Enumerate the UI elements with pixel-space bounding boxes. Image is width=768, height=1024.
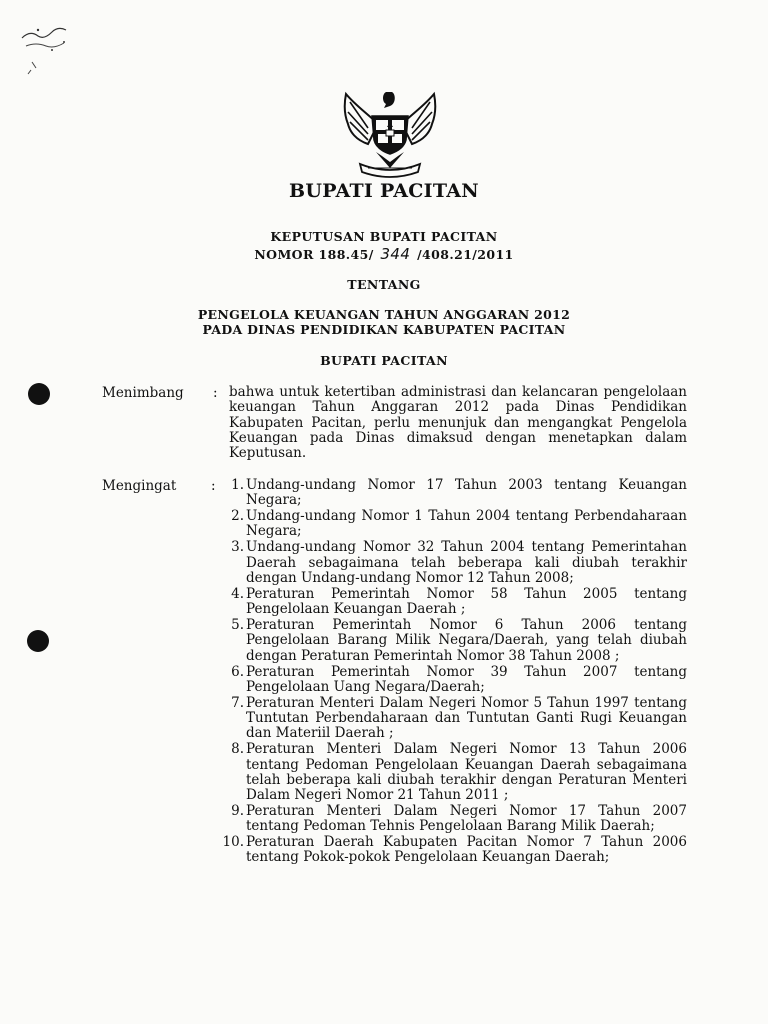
subject-line-1: PENGELOLA KEUANGAN TAHUN ANGGARAN 2012 [197,307,571,322]
list-item-text: Peraturan Pemerintah Nomor 6 Tahun 2006 tentang Pengelolaan Barang Milik Negara/Daerah, yang telah diubah dengan Peraturan Pemerintah Nomor 38 Tahun 2008 ; [246,617,687,664]
mengingat-list [213,478,687,866]
list-item-text: Undang-undang Nomor 32 Tahun 2004 tentang Pemerintahan Daerah sebagaimana telah beberapa kali diubah terakhir dengan Undang-undang Nomor 12 Tahun 2008; [246,539,687,586]
list-item-number: 9. [231,802,244,819]
menimbang-text: bahwa untuk ketertiban administrasi dan kelancaran pengelolaan keuangan Tahun Anggaran 2012 pada Dinas Pendidikan Kabupaten Pacitan, perlu menunjuk dan mengangkat Pengelola Keuangan pada Dinas dimaksud dengan menetapkan dalam Keputusan. [229,384,687,462]
list-item-text: Undang-undang Nomor 1 Tahun 2004 tentang Perbendaharaan Negara; [246,508,687,540]
list-item [213,665,687,696]
list-item-number: 5. [231,617,244,634]
list-item [213,696,687,742]
list-item [213,478,687,509]
garuda-pancasila-emblem-icon [338,84,442,180]
list-item-text: Peraturan Daerah Kabupaten Pacitan Nomor 7 Tahun 2006 tentang Pokok-pokok Pengelolaan Keuangan Daerah; [246,834,687,866]
list-item-number: 10. [222,834,244,851]
list-item-text: Peraturan Menteri Dalam Negeri Nomor 17 Tahun 2007 tentang Pedoman Tehnis Pengelolaan Barang Milik Daerah; [246,802,687,835]
list-item-number: 3. [231,539,244,556]
decree-number-handwritten: 344 [380,245,411,263]
list-item-number: 4. [231,585,244,602]
list-item [213,540,687,586]
mengingat-label: Mengingat [102,478,177,494]
list-item-number: 1. [231,477,244,493]
list-item-number: 7. [231,694,244,711]
list-item [213,804,687,835]
issuer-heading: BUPATI PACITAN [320,353,448,368]
handwritten-scribble [18,16,88,86]
mengingat-colon: : [211,478,216,494]
list-item-text: Peraturan Menteri Dalam Negeri Nomor 13 Tahun 2006 tentang Pedoman Pengelolaan Keuangan Daerah sebagaimana telah beberapa kali diubah terakhir dengan Peraturan Menteri Dalam Negeri Nomor 21 Tahun 2011 ; [246,741,687,804]
list-item [213,509,687,540]
decree-number-suffix: /408.21/2011 [417,247,514,262]
menimbang-colon: : [213,385,218,401]
list-item-text: Peraturan Pemerintah Nomor 39 Tahun 2007 tentang Pengelolaan Uang Negara/Daerah; [246,663,687,695]
list-item [213,742,687,803]
tentang-heading: TENTANG [347,277,421,292]
list-item [213,587,687,618]
list-item-number: 6. [231,663,244,680]
list-item-text: Undang-undang Nomor 17 Tahun 2003 tentang Keuangan Negara; [246,477,687,509]
subject-line-2: PADA DINAS PENDIDIKAN KABUPATEN PACITAN [202,322,566,337]
decree-number-prefix: NOMOR 188.45/ [254,247,374,262]
decree-title: KEPUTUSAN BUPATI PACITAN [270,229,498,244]
punch-hole-icon [27,630,49,652]
list-item-text: Peraturan Pemerintah Nomor 58 Tahun 2005 tentang Pengelolaan Keuangan Daerah ; [246,585,687,618]
document-title: BUPATI PACITAN [289,180,479,202]
punch-hole-icon [28,383,50,405]
decree-number [0,245,768,263]
list-item-number: 8. [231,741,244,758]
list-item [213,618,687,664]
list-item [213,835,687,866]
list-item-number: 2. [231,508,244,525]
list-item-text: Peraturan Menteri Dalam Negeri Nomor 5 Tahun 1997 tentang Tuntutan Perbendaharaan dan Tuntutan Ganti Rugi Keuangan dan Materiil Daerah ; [246,694,687,742]
menimbang-label: Menimbang [102,385,184,401]
